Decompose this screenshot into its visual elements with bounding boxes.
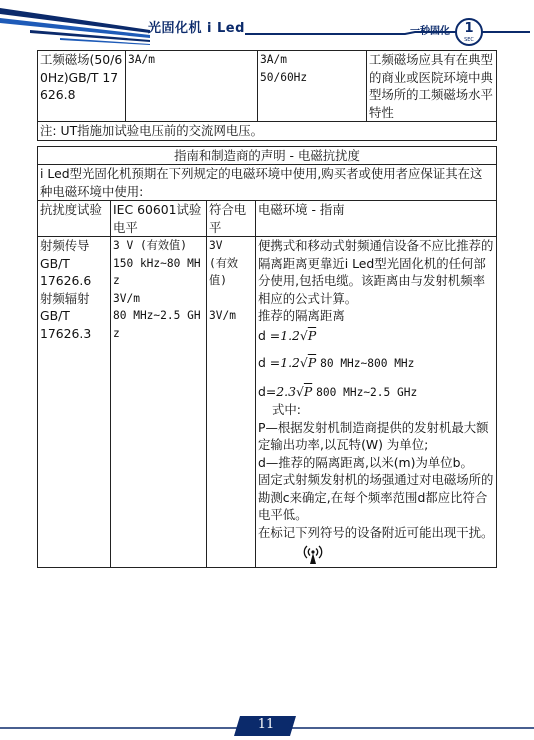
- cell-line: 射频辐射: [40, 290, 90, 306]
- table-row: [38, 146, 497, 165]
- cell-line: 150 kHz~80 MHz: [113, 256, 201, 287]
- guidance-cell: [256, 237, 497, 568]
- cell-line: GB/T: [40, 255, 70, 271]
- formula-1: d =1.2√P: [258, 327, 317, 343]
- cell-line: 3 V (有效值): [113, 239, 187, 252]
- formula-3: d=2.3√P 800 MHz~2.5 GHz: [258, 383, 418, 399]
- header-brand: 光固化机 i Led: [148, 21, 245, 36]
- recommended-distance-label: 推荐的隔离距离: [258, 308, 345, 323]
- immunity-test-cell: [38, 237, 111, 568]
- table-row: [38, 165, 497, 201]
- definition-d: d—推荐的隔离距离,以米(m)为单位b。: [258, 454, 473, 470]
- one-second-badge-icon: 1 SEC: [455, 18, 483, 46]
- compliance-level-cell: [207, 237, 256, 568]
- compliance-level-cell: 3A/m 50/60Hz: [258, 51, 367, 122]
- cell-line: [209, 290, 253, 308]
- document-body: [37, 50, 496, 568]
- where-label: 式中:: [272, 402, 301, 417]
- header-speed-stripes: [0, 0, 150, 50]
- guidance-paragraph: 固定式射频发射机的场强通过对电磁场所的勘测c来确定,在每个频率范围d都应比符合电平低。: [258, 472, 494, 522]
- environment-cell: 工频磁场应具有在典型的商业或医院环境中典型场所的工频磁场水平特性: [367, 51, 497, 122]
- cell-line: 射频传导: [40, 238, 90, 253]
- immunity-table: [37, 146, 497, 569]
- definition-p: P—根据发射机制造商提供的发射机最大额定输出功率,以瓦特(W) 为单位;: [258, 419, 489, 452]
- guidance-paragraph: 便携式和移动式射频通信设备不应比推荐的隔离距离更靠近i Led型光固化机的任何部分使用,包括电缆。该距离由与发射机频率相应的公式计算。: [258, 238, 494, 306]
- table-header-row: [38, 201, 497, 237]
- radio-transmitter-icon: [258, 541, 494, 567]
- test-level-cell: 3A/m: [126, 51, 258, 122]
- test-level-cell: [111, 237, 207, 568]
- table-row: [38, 51, 497, 122]
- header-line: [245, 30, 530, 40]
- page-header: [0, 0, 534, 50]
- page-number: 11: [257, 717, 275, 732]
- table-row: [38, 237, 497, 568]
- column-header: 电磁环境 - 指南: [256, 201, 497, 237]
- guidance-paragraph: 在标记下列符号的设备附近可能出现干扰。: [258, 524, 494, 540]
- table-note: 注: UT指施加试验电压前的交流网电压。: [38, 122, 497, 141]
- header-logo-text: 一秒固化: [410, 26, 450, 37]
- table-intro: i Led型光固化机预期在下列规定的电磁环境中使用,购买者或使用者应保证其在这种电磁环境中使用:: [38, 165, 497, 201]
- cell-line: (有效值): [209, 256, 239, 287]
- cell-line: 3V: [209, 239, 223, 252]
- column-header: 符合电平: [207, 201, 256, 237]
- cell-line: 3V/m: [209, 309, 236, 322]
- table-title: 指南和制造商的声明 - 电磁抗扰度: [38, 146, 497, 165]
- cell-line: 80 MHz~2.5 GHz: [113, 309, 201, 340]
- cell-line: 17626.3: [40, 325, 92, 341]
- cell-line: 3V/m: [113, 291, 140, 305]
- power-frequency-table: [37, 50, 497, 141]
- test-name-cell: 工频磁场(50/60Hz)GB/T 17626.8: [38, 51, 126, 122]
- table-row: [38, 122, 497, 141]
- cell-line: 17626.6: [40, 273, 92, 288]
- formula-2: d =1.2√P 80 MHz~800 MHz: [258, 355, 415, 370]
- cell-line: GB/T: [40, 308, 70, 323]
- column-header: 抗扰度试验: [38, 201, 111, 237]
- column-header: IEC 60601试验电平: [111, 201, 207, 237]
